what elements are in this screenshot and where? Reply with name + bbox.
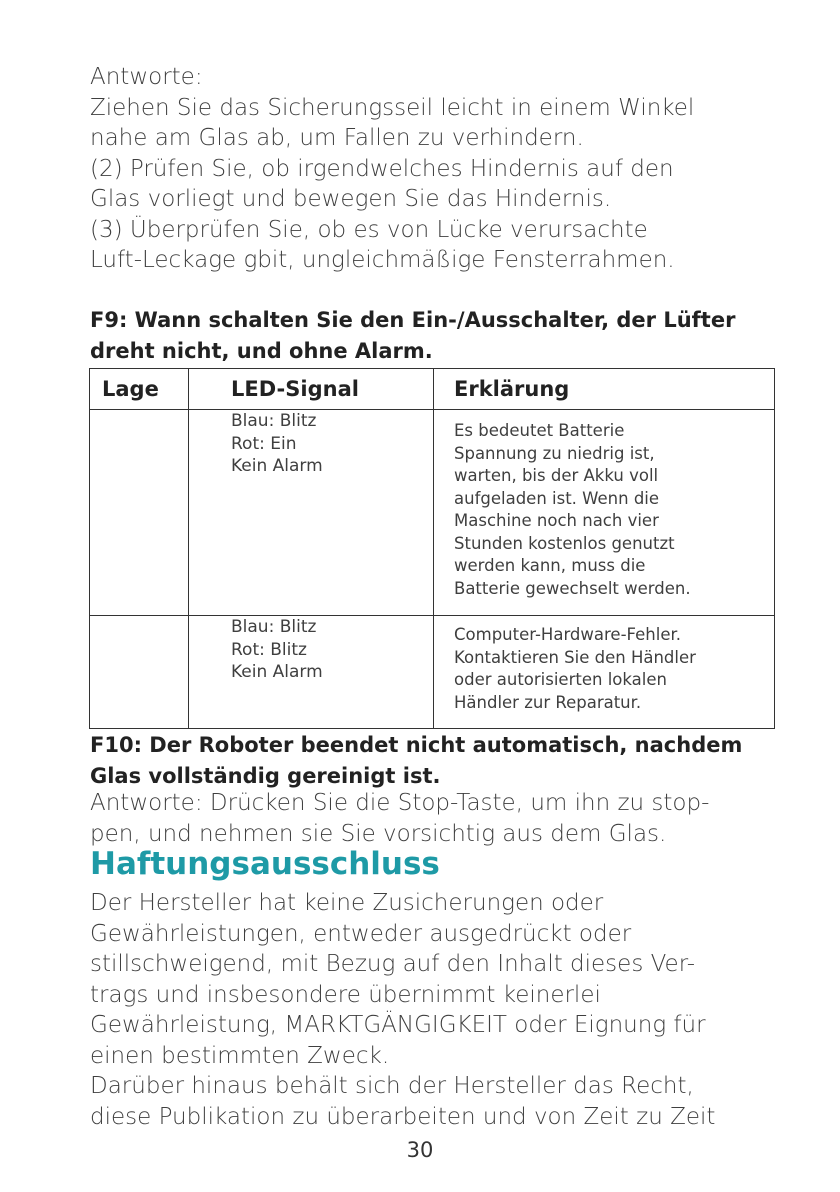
table-row — [90, 616, 775, 729]
heading-line: dreht nicht, und ohne Alarm. — [90, 339, 433, 363]
explanation-line: Spannung zu niedrig ist, — [454, 443, 655, 463]
explanation-line: Maschine noch nach vier — [454, 511, 659, 530]
text-line: diese Publikation zu überarbeiten und von Zeit zu Zeit — [90, 1103, 716, 1130]
column-header-led-signal: LED-Signal — [189, 369, 434, 410]
table-row — [90, 410, 775, 616]
f10-answer — [90, 788, 709, 849]
led-line: Blau: Blitz — [231, 411, 317, 431]
led-signal-cell — [189, 410, 434, 616]
column-header-lage: Lage — [90, 369, 189, 410]
text-line: nahe am Glas ab, um Fallen zu verhindern. — [90, 125, 584, 151]
text-line: pen, und nehmen sie Sie vorsichtig aus dem Glas. — [90, 820, 667, 847]
led-line: Kein Alarm — [231, 662, 323, 682]
f10-question-heading — [90, 730, 742, 792]
intro-answer — [90, 62, 694, 276]
explanation-line: Batterie gewechselt werden. — [454, 578, 691, 598]
explanation-cell — [434, 410, 775, 616]
f9-question-heading — [90, 305, 735, 367]
led-signal-table — [89, 368, 775, 729]
led-line: Kein Alarm — [231, 456, 323, 476]
text-line: (3) Überprüfen Sie, ob es von Lücke verursachte — [90, 216, 648, 243]
disclaimer-heading: Haftungsausschluss — [90, 846, 440, 882]
explanation-line: Händler zur Reparatur. — [454, 692, 642, 712]
led-signal-cell — [189, 616, 434, 729]
text-line: Der Hersteller hat keine Zusicherungen oder — [90, 890, 604, 916]
led-line: Blau: Blitz — [231, 617, 317, 637]
explanation-line: Computer-Hardware-Fehler. — [454, 625, 681, 644]
disclaimer-text — [90, 888, 715, 1132]
column-header-erklaerung: Erklärung — [434, 369, 775, 410]
text-line: einen bestimmten Zweck. — [90, 1042, 390, 1069]
explanation-line: Stunden kostenlos genutzt — [454, 533, 675, 553]
page-number: 30 — [406, 1138, 434, 1162]
lage-cell — [90, 616, 189, 729]
text-line: trags und insbesondere übernimmt keinerlei — [90, 981, 601, 1008]
text-line: Darüber hinaus behält sich der Hersteller das Recht, — [90, 1073, 694, 1099]
text-line: Gewährleistung, MARKTGÄNGIGKEIT oder Eignung für — [90, 1012, 706, 1038]
heading-line: Glas vollständig gereinigt ist. — [90, 764, 441, 788]
text-line: stillschweigend, mit Bezug auf den Inhalt dieses Ver- — [90, 951, 695, 977]
explanation-line: aufgeladen ist. Wenn die — [454, 488, 660, 508]
text-line: Luft-Leckage gbit, ungleichmäßige Fensterrahmen. — [90, 247, 675, 273]
table-header-row — [90, 369, 775, 410]
explanation-line: warten, bis der Akku voll — [454, 466, 659, 485]
heading-line: F9: Wann schalten Sie den Ein-/Ausschalter, der Lüfter — [90, 308, 736, 332]
lage-cell — [90, 410, 189, 616]
heading-line: F10: Der Roboter beendet nicht automatisch, nachdem — [90, 733, 743, 757]
text-line: Antworte: — [90, 64, 203, 90]
explanation-cell — [434, 616, 775, 729]
led-line: Rot: Blitz — [231, 639, 307, 660]
explanation-line: Es bedeutet Batterie — [454, 421, 625, 440]
explanation-line: Kontaktieren Sie den Händler — [454, 647, 696, 667]
text-line: Glas vorliegt und bewegen Sie das Hindernis. — [90, 186, 612, 212]
text-line: Ziehen Sie das Sicherungsseil leicht in einem Winkel — [90, 94, 695, 121]
text-line: (2) Prüfen Sie, ob irgendwelches Hindernis auf den — [90, 155, 674, 182]
text-line: Antworte: Drücken Sie die Stop-Taste, um ihn zu stop- — [90, 790, 710, 816]
explanation-line: oder autorisierten lokalen — [454, 670, 667, 689]
explanation-line: werden kann, muss die — [454, 556, 646, 575]
text-line: Gewährleistungen, entweder ausgedrückt oder — [90, 920, 632, 947]
led-line: Rot: Ein — [231, 433, 297, 454]
